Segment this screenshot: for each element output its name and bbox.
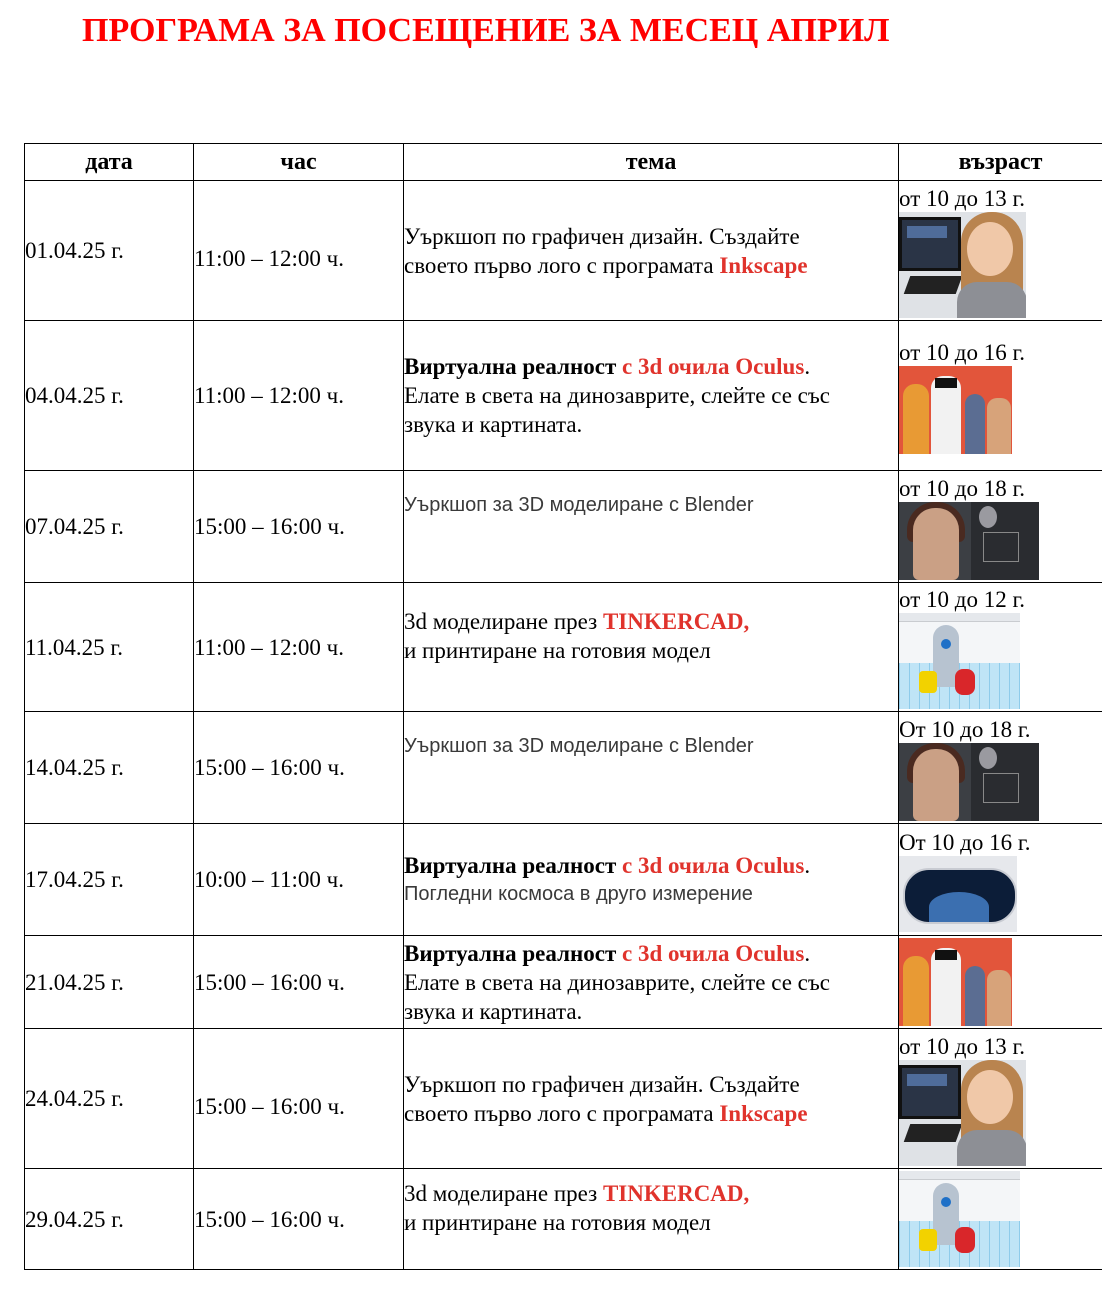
topic-line: [404, 1099, 898, 1128]
age-range: от 10 до 16 г.: [899, 339, 1026, 365]
topic-bold: Виртуална реалност: [404, 940, 622, 966]
table-row: [25, 583, 1102, 712]
time-cell: 15:00 – 16:00 ч.: [194, 1169, 404, 1270]
header-age: възраст: [899, 144, 1102, 181]
topic-line: Уъркшоп по графичен дизайн. Създайте: [404, 223, 800, 249]
topic-line: [404, 607, 898, 636]
topic-line: [404, 1179, 898, 1208]
age-cell: [899, 936, 1102, 1029]
age-range: От 10 до 16 г.: [899, 829, 1031, 855]
date-cell: 29.04.25 г.: [25, 1169, 194, 1270]
date-cell: 11.04.25 г.: [25, 583, 194, 712]
topic-line: Уъркшоп за 3D моделиране с Blender: [404, 494, 754, 516]
topic-red: с 3d очила Oculus: [622, 354, 805, 379]
topic-cell: [404, 321, 899, 471]
topic-line: [404, 251, 898, 280]
topic-red: с 3d очила Oculus: [622, 852, 805, 878]
table-row: [25, 181, 1102, 321]
age-cell: [899, 824, 1102, 936]
software-name: Inkscape: [719, 252, 808, 278]
age-cell: [899, 321, 1102, 471]
date-cell: 14.04.25 г.: [25, 712, 194, 824]
software-name: TINKERCAD,: [602, 1181, 750, 1206]
software-name: Inkscape: [719, 1100, 808, 1126]
topic-cell: [404, 471, 899, 583]
time-cell: 15:00 – 16:00 ч.: [194, 1029, 404, 1169]
topic-line: [404, 851, 898, 880]
header-topic: тема: [404, 144, 899, 181]
topic-red: с 3d очила Oculus: [622, 940, 805, 966]
graphic-design-photo: [899, 1060, 1026, 1166]
topic-cell: [404, 712, 899, 824]
time-cell: 10:00 – 11:00 ч.: [194, 824, 404, 936]
table-row: [25, 1169, 1102, 1270]
schedule-table: [24, 143, 1102, 1270]
time-cell: 11:00 – 12:00 ч.: [194, 321, 404, 471]
tinkercad-photo: [899, 613, 1020, 709]
header-date: дата: [25, 144, 194, 181]
age-range: от 10 до 13 г.: [899, 1033, 1026, 1059]
topic-bold: Виртуална реалност: [404, 852, 622, 878]
table-row: [25, 321, 1102, 471]
date-cell: 17.04.25 г.: [25, 824, 194, 936]
topic-line: [404, 939, 898, 968]
graphic-design-photo: [899, 212, 1026, 318]
topic-line: [404, 352, 898, 381]
topic-line: звука и картината.: [404, 412, 583, 437]
topic-cell: [404, 1029, 899, 1169]
topic-line: и принтиране на готовия модел: [404, 1210, 711, 1235]
blender-photo: [899, 743, 1039, 821]
blender-photo: [899, 502, 1039, 580]
age-range: от 10 до 18 г.: [899, 475, 1026, 501]
date-cell: 01.04.25 г.: [25, 181, 194, 321]
topic-text: своето първо лого с програмата: [404, 1100, 720, 1126]
space-photo: [899, 856, 1017, 932]
page-title: ПРОГРАМА ЗА ПОСЕЩЕНИЕ ЗА МЕСЕЦ АПРИЛ: [82, 12, 890, 49]
topic-cell: [404, 936, 899, 1029]
age-cell: [899, 181, 1102, 321]
topic-line: и принтиране на готовия модел: [404, 638, 711, 663]
age-range: От 10 до 18 г.: [899, 716, 1031, 742]
topic-cell: [404, 1169, 899, 1270]
date-cell: 24.04.25 г.: [25, 1029, 194, 1169]
vr-kids-photo: [899, 366, 1012, 454]
tinkercad-photo: [899, 1171, 1020, 1267]
software-name: TINKERCAD,: [602, 609, 750, 634]
topic-cell: [404, 181, 899, 321]
header-time: час: [194, 144, 404, 181]
topic-line: Погледни космоса в друго измерение: [404, 882, 753, 905]
age-range: от 10 до 13 г.: [899, 185, 1026, 211]
time-cell: 15:00 – 16:00 ч.: [194, 471, 404, 583]
topic-text: 3d моделиране през: [404, 1181, 603, 1206]
topic-line: Уъркшоп за 3D моделиране с Blender: [404, 735, 754, 757]
date-cell: 21.04.25 г.: [25, 936, 194, 1029]
topic-cell: [404, 583, 899, 712]
time-cell: 11:00 – 12:00 ч.: [194, 181, 404, 321]
topic-dot: .: [804, 940, 811, 966]
time-cell: 11:00 – 12:00 ч.: [194, 583, 404, 712]
time-cell: 15:00 – 16:00 ч.: [194, 936, 404, 1029]
age-cell: [899, 583, 1102, 712]
topic-text: своето първо лого с програмата: [404, 252, 720, 278]
date-cell: 04.04.25 г.: [25, 321, 194, 471]
topic-bold: Виртуална реалност: [404, 354, 622, 379]
table-row: [25, 1029, 1102, 1169]
vr-kids-photo: [899, 938, 1012, 1026]
table-row: [25, 712, 1102, 824]
date-cell: 07.04.25 г.: [25, 471, 194, 583]
table-row: [25, 936, 1102, 1029]
time-cell: 15:00 – 16:00 ч.: [194, 712, 404, 824]
topic-line: Елате в света на динозаврите, слейте се със: [404, 969, 830, 995]
topic-cell: [404, 824, 899, 936]
age-range: от 10 до 12 г.: [899, 587, 1026, 612]
age-cell: [899, 1169, 1102, 1270]
header-row: [25, 144, 1102, 181]
topic-line: Уъркшоп по графичен дизайн. Създайте: [404, 1071, 800, 1097]
age-cell: [899, 1029, 1102, 1169]
topic-text: 3d моделиране през: [404, 609, 603, 634]
topic-line: Елате в света на динозаврите, слейте се със: [404, 383, 830, 408]
table-row: [25, 471, 1102, 583]
topic-line: звука и картината.: [404, 998, 583, 1024]
age-cell: [899, 712, 1102, 824]
age-cell: [899, 471, 1102, 583]
topic-dot: .: [804, 354, 811, 379]
table-row: [25, 824, 1102, 936]
topic-dot: .: [804, 852, 811, 878]
